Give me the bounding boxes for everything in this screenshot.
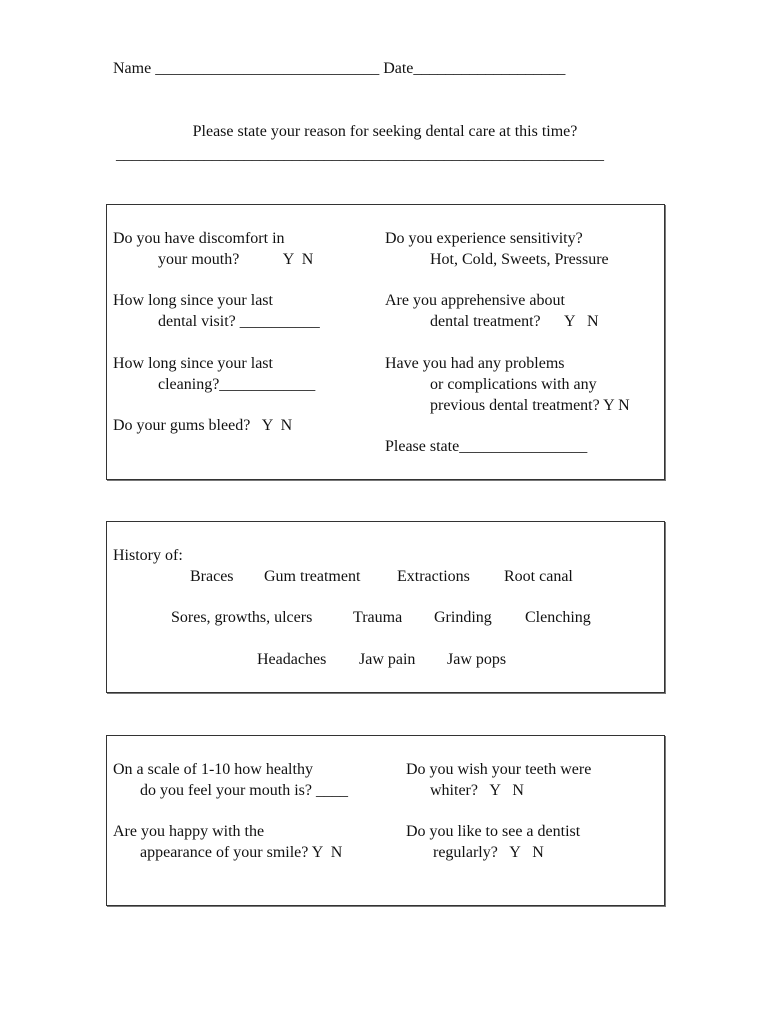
dentist-question-line1: Do you like to see a dentist — [406, 823, 581, 840]
reason-blank-line[interactable]: _____________________________________________________________ — [116, 146, 604, 163]
gums-bleed-question[interactable]: Do your gums bleed? Y N — [113, 417, 293, 434]
history-option-jaw-pops[interactable]: Jaw pops — [447, 651, 507, 668]
history-option-headaches[interactable]: Headaches — [257, 651, 327, 668]
discomfort-question-line2[interactable]: your mouth? Y N — [158, 251, 314, 268]
last-cleaning-question-line1: How long since your last — [113, 355, 273, 372]
last-visit-question-line2[interactable]: dental visit? __________ — [158, 313, 320, 330]
whiter-question-line2[interactable]: whiter? Y N — [430, 782, 524, 799]
reason-prompt: Please state your reason for seeking dental care at this time? — [192, 123, 578, 140]
sensitivity-options[interactable]: Hot, Cold, Sweets, Pressure — [430, 251, 609, 268]
apprehensive-question-line1: Are you apprehensive about — [385, 292, 565, 309]
whiter-question-line1: Do you wish your teeth were — [406, 761, 592, 778]
history-option-braces[interactable]: Braces — [190, 568, 234, 585]
happy-question-line2[interactable]: appearance of your smile? Y N — [140, 844, 343, 861]
history-option-trauma[interactable]: Trauma — [353, 609, 403, 626]
history-option-root-canal[interactable]: Root canal — [504, 568, 573, 585]
happy-question-line1: Are you happy with the — [113, 823, 265, 840]
last-cleaning-question-line2[interactable]: cleaning?____________ — [158, 376, 316, 393]
problems-question-line3[interactable]: previous dental treatment? Y N — [430, 397, 630, 414]
dentist-question-line2[interactable]: regularly? Y N — [433, 844, 544, 861]
name-date-line[interactable]: Name ____________________________ Date___________________ — [113, 60, 566, 77]
history-option-sores[interactable]: Sores, growths, ulcers — [171, 609, 313, 626]
scale-question-line1: On a scale of 1-10 how healthy — [113, 761, 313, 778]
discomfort-question-line1: Do you have discomfort in — [113, 230, 285, 247]
history-label: History of: — [113, 547, 183, 564]
history-option-gum-treatment[interactable]: Gum treatment — [264, 568, 361, 585]
history-option-extractions[interactable]: Extractions — [397, 568, 470, 585]
problems-question-line1: Have you had any problems — [385, 355, 565, 372]
last-visit-question-line1: How long since your last — [113, 292, 273, 309]
history-option-clenching[interactable]: Clenching — [525, 609, 591, 626]
please-state-line[interactable]: Please state________________ — [385, 438, 588, 455]
history-option-jaw-pain[interactable]: Jaw pain — [359, 651, 416, 668]
scale-question-line2[interactable]: do you feel your mouth is? ____ — [140, 782, 348, 799]
sensitivity-question-line1: Do you experience sensitivity? — [385, 230, 583, 247]
apprehensive-question-line2[interactable]: dental treatment? Y N — [430, 313, 599, 330]
problems-question-line2: or complications with any — [430, 376, 597, 393]
history-option-grinding[interactable]: Grinding — [434, 609, 492, 626]
